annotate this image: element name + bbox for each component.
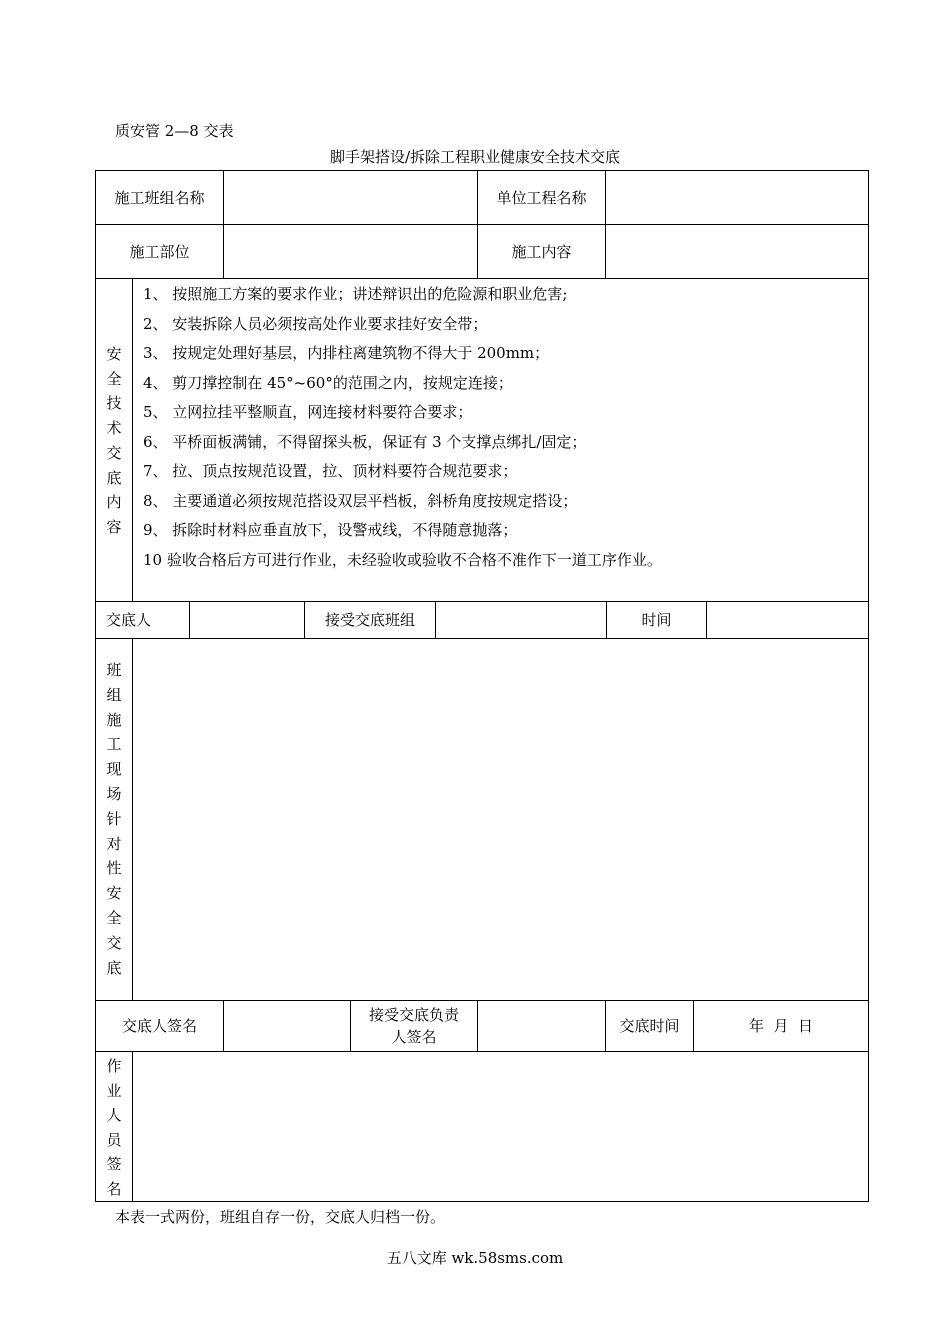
list-item: 1、 按照施工方案的要求作业；讲述辩识出的危险源和职业危害; — [143, 285, 568, 303]
team-name-label: 施工班组名称 — [114, 188, 205, 207]
worker-signatures-area[interactable] — [133, 1052, 868, 1201]
list-item: 8、 主要通道必须按规范搭设双层平档板，斜桥角度按规定搭设； — [143, 491, 578, 510]
list-item: 3、 按规定处理好基层，内排柱离建筑物不得大于 200mm； — [143, 344, 550, 362]
discloser-field[interactable] — [190, 602, 304, 638]
safety-items-list — [143, 280, 662, 575]
safety-section-label: 安 全 技 术 交 底 内 容 — [106, 345, 122, 536]
receiving-team-field[interactable] — [436, 602, 606, 638]
team-safety-content-area[interactable] — [133, 639, 868, 1000]
team-safety-section-label: 班 组 施 工 现 场 针 对 性 安 全 交 底 — [106, 661, 122, 977]
disclosure-time-label: 交底时间 — [619, 1017, 680, 1035]
list-item: 7、 拉、顶点按规范设置，拉、顶材料要符合规范要求； — [143, 462, 518, 480]
project-name-field[interactable] — [606, 171, 868, 224]
receiver-signature-label: 接受交底负责 人签名 — [368, 1006, 459, 1046]
document-title: 脚手架搭设/拆除工程职业健康安全技术交底 — [329, 148, 621, 166]
receiving-team-label: 接受交底班组 — [324, 611, 415, 629]
page-footer: 五八文库 wk.58sms.com — [386, 1249, 564, 1267]
construction-part-label: 施工部位 — [129, 242, 190, 261]
list-item: 6、 平桥面板满铺，不得留探头板，保证有 3 个支撑点绑扎/固定； — [143, 432, 587, 451]
worker-signatures-label: 作 业 人 员 签 名 — [106, 1057, 122, 1198]
construction-content-field[interactable] — [606, 225, 868, 278]
list-item: 4、 剪刀撑控制在 45°~60°的范围之内，按规定连接； — [143, 373, 513, 392]
list-item: 5、 立网拉挂平整顺直，网连接材料要符合要求； — [143, 403, 473, 421]
discloser-signature-label: 交底人签名 — [121, 1017, 197, 1035]
list-item: 9、 拆除时材料应垂直放下，设警戒线，不得随意抛落； — [143, 521, 518, 539]
list-item: 10 验收合格后方可进行作业，未经验收或验收不合格不准作下一道工序作业。 — [143, 550, 662, 569]
receiver-signature-field[interactable] — [478, 1001, 605, 1051]
team-name-field[interactable] — [224, 171, 477, 224]
discloser-signature-field[interactable] — [224, 1001, 350, 1051]
time-label: 时间 — [641, 611, 672, 629]
disclosure-date-field[interactable]: 年 月 日 — [748, 1017, 814, 1035]
list-item: 2、 安装拆除人员必须按高处作业要求挂好安全带； — [143, 314, 488, 333]
form-code: 质安管 2—8 交表 — [115, 122, 234, 140]
construction-part-field[interactable] — [224, 225, 477, 278]
project-name-label: 单位工程名称 — [496, 188, 587, 207]
discloser-label: 交底人 — [106, 611, 152, 629]
construction-content-label: 施工内容 — [511, 242, 572, 261]
time-field[interactable] — [707, 602, 868, 638]
footnote: 本表一式两份，班组自存一份，交底人归档一份。 — [115, 1208, 446, 1226]
